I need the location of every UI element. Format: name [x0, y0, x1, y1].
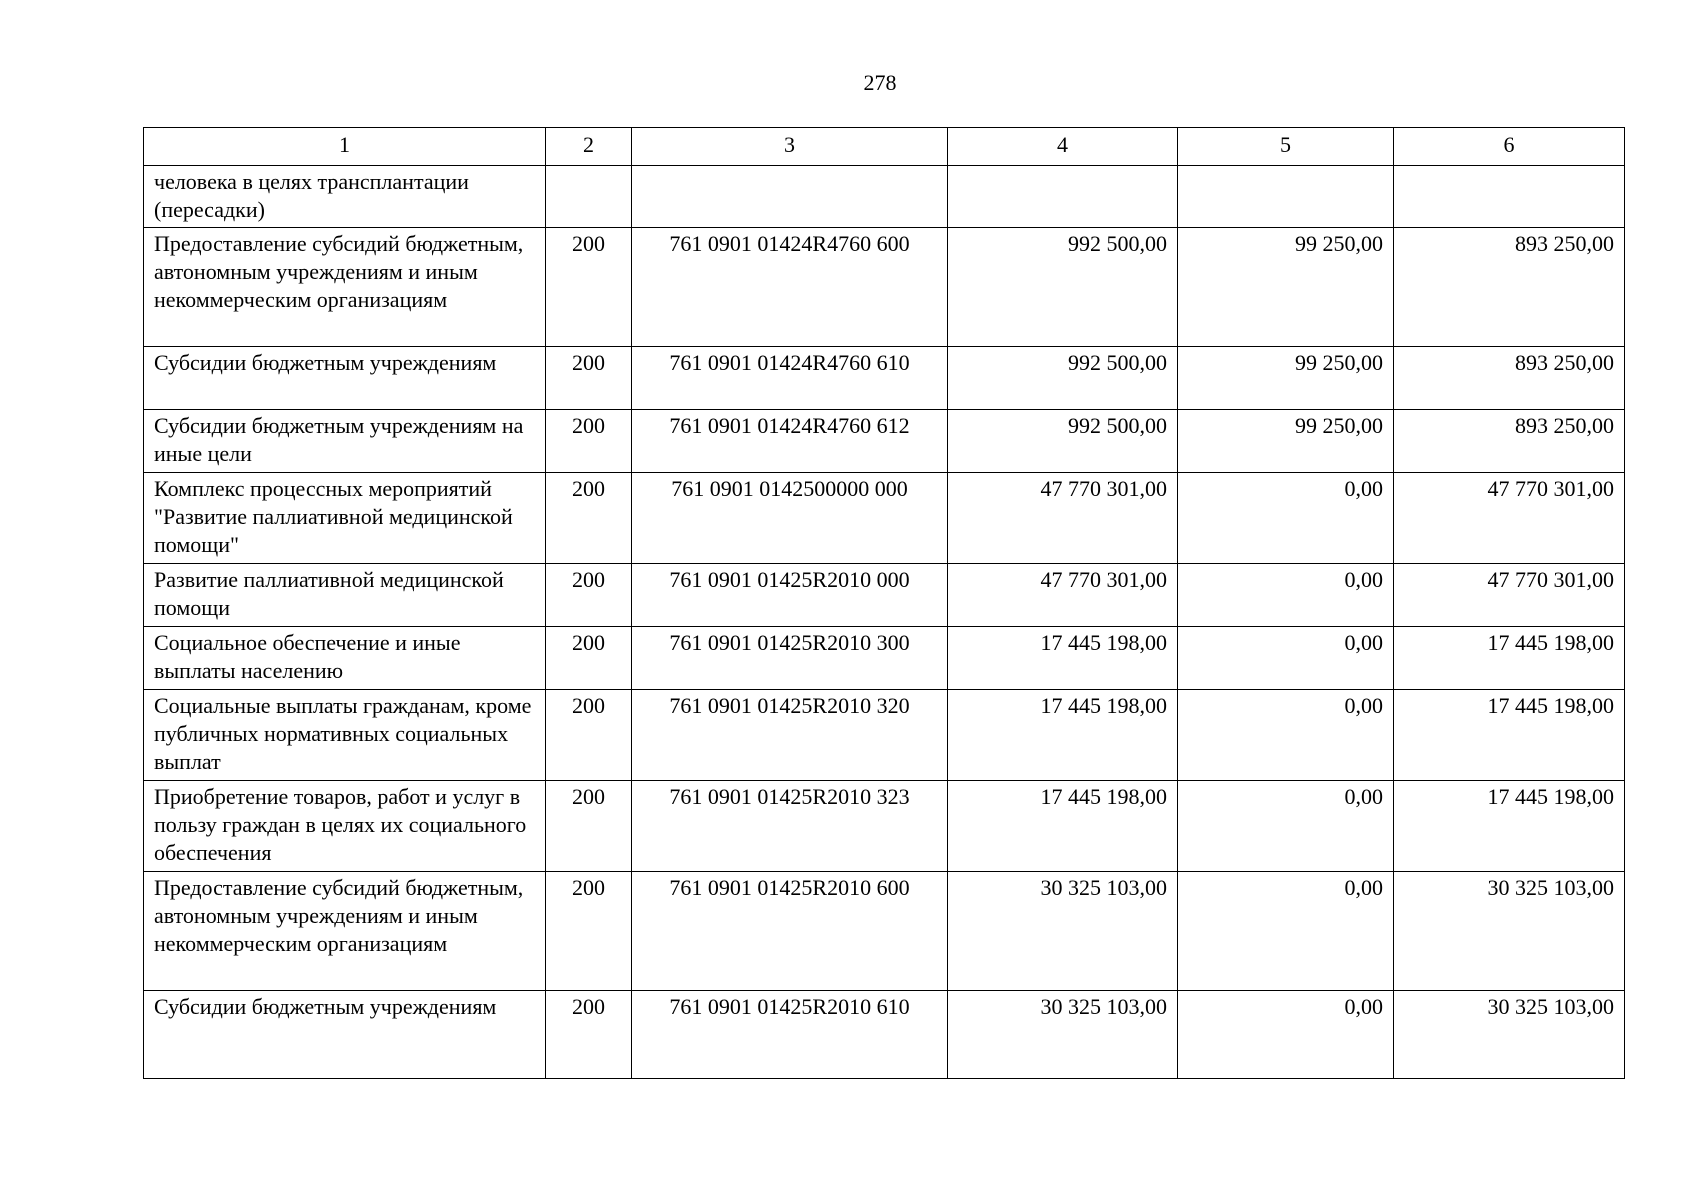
- column-header: 5: [1178, 128, 1394, 166]
- table-row: [144, 991, 1625, 1079]
- row-col2: 200: [546, 564, 632, 627]
- row-value-5: 99 250,00: [1178, 228, 1394, 347]
- row-value-4: 17 445 198,00: [948, 690, 1178, 781]
- table-row: [144, 473, 1625, 564]
- row-code: [632, 166, 948, 228]
- table-row: [144, 564, 1625, 627]
- row-value-5: [1178, 166, 1394, 228]
- row-code: 761 0901 01425R2010 320: [632, 690, 948, 781]
- row-code: 761 0901 0142500000 000: [632, 473, 948, 564]
- row-name: Субсидии бюджетным учреждениям: [144, 991, 546, 1079]
- table-row: [144, 166, 1625, 228]
- row-value-5: 0,00: [1178, 627, 1394, 690]
- row-col2: 200: [546, 228, 632, 347]
- row-col2: 200: [546, 781, 632, 872]
- row-name: Социальное обеспечение и иные выплаты населению: [144, 627, 546, 690]
- row-value-5: 0,00: [1178, 781, 1394, 872]
- row-value-6: 893 250,00: [1394, 410, 1625, 473]
- table-row: [144, 347, 1625, 410]
- row-col2: 200: [546, 991, 632, 1079]
- table-row: [144, 627, 1625, 690]
- row-col2: 200: [546, 347, 632, 410]
- row-code: 761 0901 01425R2010 000: [632, 564, 948, 627]
- row-name: Приобретение товаров, работ и услуг в пользу граждан в целях их социального обеспечения: [144, 781, 546, 872]
- row-code: 761 0901 01425R2010 600: [632, 872, 948, 991]
- row-name: человека в целях трансплантации (пересадки): [144, 166, 546, 228]
- row-code: 761 0901 01424R4760 610: [632, 347, 948, 410]
- row-value-4: 47 770 301,00: [948, 473, 1178, 564]
- table-row: [144, 690, 1625, 781]
- column-header: 4: [948, 128, 1178, 166]
- table-row: [144, 410, 1625, 473]
- row-value-4: 992 500,00: [948, 228, 1178, 347]
- row-value-6: 17 445 198,00: [1394, 781, 1625, 872]
- row-value-6: 47 770 301,00: [1394, 473, 1625, 564]
- row-value-6: 893 250,00: [1394, 347, 1625, 410]
- row-value-5: 0,00: [1178, 473, 1394, 564]
- row-name: Комплекс процессных мероприятий "Развитие паллиативной медицинской помощи": [144, 473, 546, 564]
- row-value-4: 30 325 103,00: [948, 991, 1178, 1079]
- column-header: 3: [632, 128, 948, 166]
- row-name: Предоставление субсидий бюджетным, автономным учреждениям и иным некоммерческим организациям: [144, 872, 546, 991]
- row-value-6: 17 445 198,00: [1394, 690, 1625, 781]
- row-col2: 200: [546, 473, 632, 564]
- row-value-4: 17 445 198,00: [948, 781, 1178, 872]
- row-name: Субсидии бюджетным учреждениям на иные цели: [144, 410, 546, 473]
- row-value-4: 47 770 301,00: [948, 564, 1178, 627]
- column-header: 2: [546, 128, 632, 166]
- row-value-6: [1394, 166, 1625, 228]
- row-value-4: 30 325 103,00: [948, 872, 1178, 991]
- table-row: [144, 781, 1625, 872]
- row-value-6: 47 770 301,00: [1394, 564, 1625, 627]
- budget-table: [143, 127, 1625, 1079]
- row-value-4: 992 500,00: [948, 410, 1178, 473]
- row-value-6: 30 325 103,00: [1394, 991, 1625, 1079]
- row-name: Субсидии бюджетным учреждениям: [144, 347, 546, 410]
- row-col2: 200: [546, 690, 632, 781]
- row-value-5: 99 250,00: [1178, 410, 1394, 473]
- row-name: Развитие паллиативной медицинской помощи: [144, 564, 546, 627]
- row-col2: [546, 166, 632, 228]
- row-col2: 200: [546, 872, 632, 991]
- row-value-6: 893 250,00: [1394, 228, 1625, 347]
- row-value-5: 0,00: [1178, 991, 1394, 1079]
- table-header-row: [144, 128, 1625, 166]
- row-name: Предоставление субсидий бюджетным, автономным учреждениям и иным некоммерческим организациям: [144, 228, 546, 347]
- row-value-5: 99 250,00: [1178, 347, 1394, 410]
- row-col2: 200: [546, 410, 632, 473]
- row-value-5: 0,00: [1178, 690, 1394, 781]
- table-row: [144, 872, 1625, 991]
- column-header: 1: [144, 128, 546, 166]
- row-code: 761 0901 01424R4760 600: [632, 228, 948, 347]
- row-code: 761 0901 01425R2010 610: [632, 991, 948, 1079]
- row-code: 761 0901 01425R2010 300: [632, 627, 948, 690]
- column-header: 6: [1394, 128, 1625, 166]
- row-value-4: 17 445 198,00: [948, 627, 1178, 690]
- row-col2: 200: [546, 627, 632, 690]
- row-value-6: 30 325 103,00: [1394, 872, 1625, 991]
- row-value-4: 992 500,00: [948, 347, 1178, 410]
- row-code: 761 0901 01424R4760 612: [632, 410, 948, 473]
- row-value-5: 0,00: [1178, 872, 1394, 991]
- row-code: 761 0901 01425R2010 323: [632, 781, 948, 872]
- page-number: 278: [863, 70, 897, 95]
- row-name: Социальные выплаты гражданам, кроме публичных нормативных социальных выплат: [144, 690, 546, 781]
- row-value-5: 0,00: [1178, 564, 1394, 627]
- table-row: [144, 228, 1625, 347]
- row-value-4: [948, 166, 1178, 228]
- row-value-6: 17 445 198,00: [1394, 627, 1625, 690]
